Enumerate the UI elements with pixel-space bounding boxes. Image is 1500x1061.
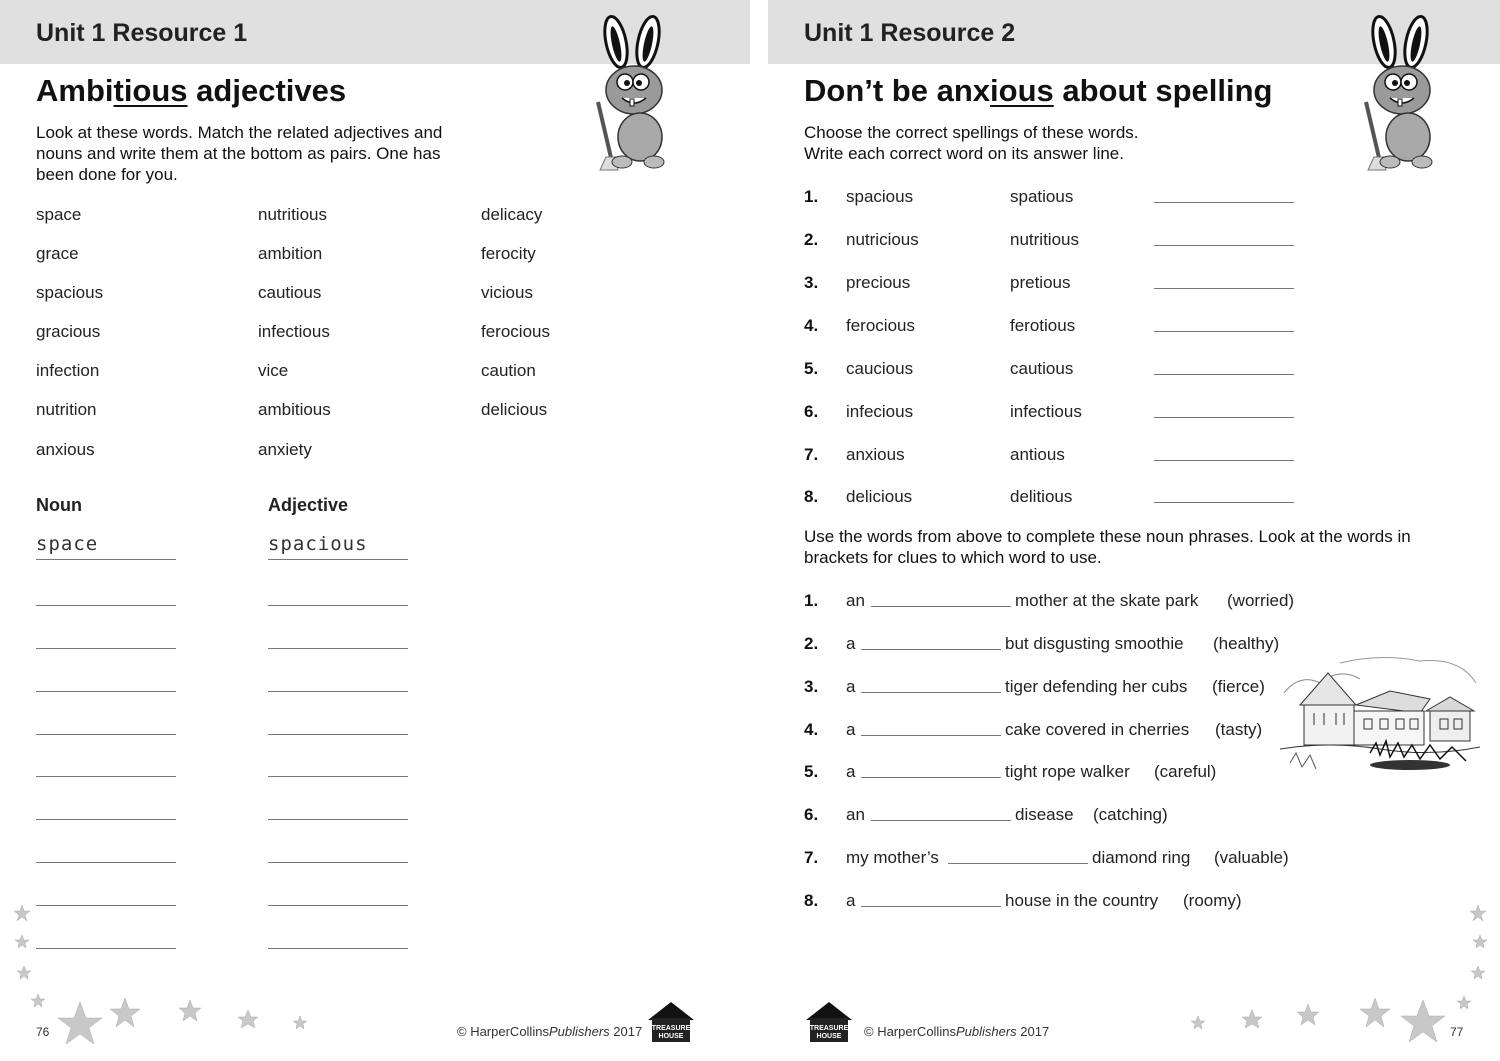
noun-answer-line[interactable] — [36, 734, 176, 735]
spelling-answer-line[interactable] — [1154, 288, 1294, 289]
item-number: 1. — [804, 187, 819, 206]
noun-answer-line[interactable] — [36, 819, 176, 820]
phrase-start: an — [846, 805, 865, 824]
treasure-house-logo — [804, 1000, 854, 1044]
phrase-clue: (worried) — [1227, 591, 1295, 610]
spelling-option: infecious — [846, 402, 914, 421]
phrase-answer-line[interactable] — [948, 863, 1088, 864]
copyright: © HarperCollinsPublishers 2017 — [457, 1024, 643, 1039]
adjective-answer-line[interactable] — [268, 691, 408, 692]
phrase-start: a — [846, 891, 856, 910]
spelling-option: precious — [846, 273, 911, 292]
word-bank-item: infection — [36, 361, 100, 380]
word-bank-item: infectious — [258, 322, 330, 341]
spelling-option: spatious — [1010, 187, 1074, 206]
example-noun: space — [36, 533, 99, 555]
adjective-column-header: Adjective — [268, 495, 349, 515]
phrase-clue: (fierce) — [1212, 677, 1265, 696]
adjective-answer-line[interactable] — [268, 862, 408, 863]
item-number: 5. — [804, 359, 819, 378]
item-number: 6. — [804, 805, 819, 824]
word-bank-item: ferocious — [481, 322, 550, 341]
spelling-answer-line[interactable] — [1154, 202, 1294, 203]
spelling-option: nutritious — [1010, 230, 1079, 249]
spelling-option: delicious — [846, 487, 913, 506]
word-bank-item: vice — [258, 361, 289, 380]
spelling-option: ferotious — [1010, 316, 1076, 335]
page-number: 77 — [1450, 1025, 1464, 1039]
adjective-answer-line[interactable] — [268, 559, 408, 560]
noun-answer-line[interactable] — [36, 862, 176, 863]
word-bank-item: delicious — [481, 400, 548, 419]
spelling-option: anxious — [846, 445, 905, 464]
adjective-answer-line[interactable] — [268, 819, 408, 820]
phrase-answer-line[interactable] — [861, 692, 1001, 693]
phrase-answer-line[interactable] — [861, 649, 1001, 650]
phrase-start: a — [846, 677, 856, 696]
phrase-start: a — [846, 720, 856, 739]
item-number: 6. — [804, 402, 819, 421]
phrase-answer-line[interactable] — [861, 906, 1001, 907]
item-number: 8. — [804, 487, 819, 506]
word-bank-item: anxious — [36, 440, 95, 459]
phrase-clue: (healthy) — [1213, 634, 1280, 653]
phrase-clue: (tasty) — [1215, 720, 1263, 739]
item-number: 2. — [804, 634, 819, 653]
rabbit-mascot-icon — [578, 12, 674, 172]
spelling-option: antious — [1010, 445, 1065, 464]
decorative-stars-icon — [10, 900, 330, 1050]
phrase-end: house in the country — [1005, 891, 1159, 910]
phrase-start: a — [846, 762, 856, 781]
instructions: Look at these words. Match the related adjectives and nouns and write them at the bottom as pairs. One has been done for you. — [36, 123, 443, 184]
spelling-option: cautious — [1010, 359, 1074, 378]
spelling-answer-line[interactable] — [1154, 245, 1294, 246]
noun-answer-line[interactable] — [36, 691, 176, 692]
noun-answer-line[interactable] — [36, 559, 176, 560]
item-number: 1. — [804, 591, 819, 610]
item-number: 7. — [804, 848, 819, 867]
instructions: Choose the correct spellings of these words. Write each correct word on its answer line. — [804, 123, 1139, 163]
word-bank-item: delicacy — [481, 205, 543, 224]
item-number: 4. — [804, 720, 819, 739]
rabbit-mascot-icon — [1346, 12, 1442, 172]
word-bank-item: space — [36, 205, 82, 224]
phrase-end: cake covered in cherries — [1005, 720, 1190, 739]
spelling-option: delitious — [1010, 487, 1073, 506]
decorative-stars-icon — [1168, 900, 1498, 1050]
word-bank-item: ferocity — [481, 244, 536, 263]
word-bank-item: grace — [36, 244, 79, 263]
svg-text:HOUSE: HOUSE — [658, 1033, 684, 1040]
word-bank-item: nutrition — [36, 400, 97, 419]
phrase-clue: (roomy) — [1183, 891, 1242, 910]
spelling-option: nutricious — [846, 230, 919, 249]
adjective-answer-line[interactable] — [268, 648, 408, 649]
item-number: 2. — [804, 230, 819, 249]
spelling-answer-line[interactable] — [1154, 331, 1294, 332]
treasure-house-logo — [646, 1000, 696, 1044]
word-bank-item: ambitious — [258, 400, 331, 419]
word-bank-item: caution — [481, 361, 536, 380]
phrase-start: an — [846, 591, 865, 610]
word-bank-item: gracious — [36, 322, 101, 341]
spelling-answer-line[interactable] — [1154, 460, 1294, 461]
phrase-end: tiger defending her cubs — [1005, 677, 1188, 696]
item-number: 4. — [804, 316, 819, 335]
spelling-option: pretious — [1010, 273, 1071, 292]
phrase-end: disease — [1015, 805, 1074, 824]
phrase-clue: (valuable) — [1214, 848, 1289, 867]
country-house-sketch-icon — [1280, 653, 1480, 773]
unit-title: Unit 1 Resource 2 — [804, 19, 1016, 47]
word-bank-item: spacious — [36, 283, 104, 302]
phrase-clue: (catching) — [1093, 805, 1168, 824]
phrase-start: my mother’s — [846, 848, 939, 867]
spelling-option: ferocious — [846, 316, 915, 335]
phrase-answer-line[interactable] — [871, 606, 1011, 607]
item-number: 3. — [804, 273, 819, 292]
noun-answer-line[interactable] — [36, 776, 176, 777]
svg-text:TREASURE: TREASURE — [809, 1025, 849, 1032]
spelling-answer-line[interactable] — [1154, 502, 1294, 503]
adjective-answer-line[interactable] — [268, 605, 408, 606]
phrase-end: mother at the skate park — [1015, 591, 1199, 610]
page-heading: Ambitious adjectives — [36, 73, 347, 108]
noun-answer-line[interactable] — [36, 648, 176, 649]
word-bank-item: nutritious — [258, 205, 327, 224]
phrase-end: tight rope walker — [1005, 762, 1130, 781]
copyright: © HarperCollinsPublishers 2017 — [864, 1024, 1050, 1039]
item-number: 5. — [804, 762, 819, 781]
phrase-start: a — [846, 634, 856, 653]
adjective-answer-line[interactable] — [268, 776, 408, 777]
page-heading: Don’t be anxious about spelling — [804, 73, 1273, 108]
phrase-end: but disgusting smoothie — [1005, 634, 1184, 653]
adjective-answer-line[interactable] — [268, 734, 408, 735]
phrase-answer-line[interactable] — [861, 735, 1001, 736]
item-number: 3. — [804, 677, 819, 696]
phrase-answer-line[interactable] — [861, 777, 1001, 778]
spelling-option: caucious — [846, 359, 914, 378]
svg-text:TREASURE: TREASURE — [651, 1025, 691, 1032]
word-bank-item: anxiety — [258, 440, 312, 459]
word-bank-item: ambition — [258, 244, 323, 263]
item-number: 7. — [804, 445, 819, 464]
phrase-answer-line[interactable] — [871, 820, 1011, 821]
page-number: 76 — [36, 1025, 50, 1039]
noun-answer-line[interactable] — [36, 605, 176, 606]
spelling-option: infectious — [1010, 402, 1082, 421]
example-adjective: spacious — [268, 533, 368, 555]
unit-title: Unit 1 Resource 1 — [36, 19, 248, 47]
item-number: 8. — [804, 891, 819, 910]
svg-text:HOUSE: HOUSE — [816, 1033, 842, 1040]
right-page — [768, 0, 1500, 1061]
word-bank-item: cautious — [258, 283, 322, 302]
phrase-instructions: Use the words from above to complete these noun phrases. Look at the words in brackets for clues to which word to use. — [804, 527, 1411, 567]
spelling-option: spacious — [846, 187, 914, 206]
noun-column-header: Noun — [36, 495, 82, 515]
spelling-answer-line[interactable] — [1154, 417, 1294, 418]
phrase-clue: (careful) — [1154, 762, 1217, 781]
spelling-answer-line[interactable] — [1154, 374, 1294, 375]
word-bank-item: vicious — [481, 283, 533, 302]
phrase-end: diamond ring — [1092, 848, 1191, 867]
